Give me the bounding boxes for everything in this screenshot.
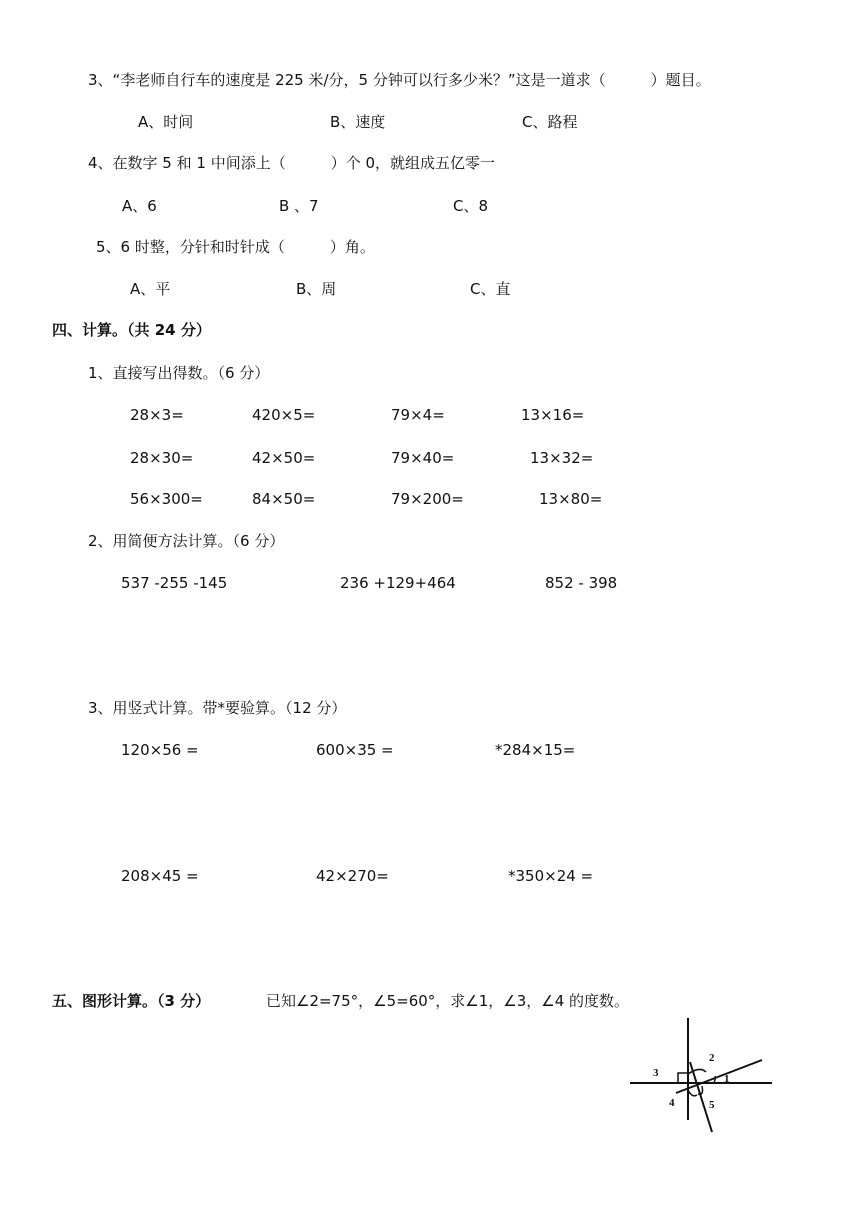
simplify-item: 236 +129+464 [340, 574, 456, 592]
arc-angle-4 [688, 1090, 697, 1096]
calc-item: 13×32= [530, 449, 594, 467]
question-4: 4、在数字 5 和 1 中间添上（ ）个 0，就组成五亿零一 [88, 154, 496, 172]
calc-item: 79×40= [391, 449, 455, 467]
angle-label-3: 3 [653, 1067, 659, 1079]
simplify-item: 537 -255 -145 [121, 574, 228, 592]
section-5-title: 五、图形计算。（3 分） [52, 992, 211, 1010]
q4-option-c: C、8 [453, 197, 489, 215]
vertical-calc-item: *350×24 = [508, 867, 594, 885]
q4-option-a: A、6 [122, 197, 157, 215]
q5-option-c: C、直 [470, 280, 511, 298]
oblique-line-down [690, 1062, 712, 1132]
angle-label-5: 5 [709, 1099, 715, 1111]
angle-label-4: 4 [669, 1097, 675, 1109]
vertical-calc-item: 208×45 = [121, 867, 199, 885]
arc-angle-2 [688, 1069, 706, 1074]
section-4-title: 四、计算。（共 24 分） [52, 321, 211, 339]
q3-option-c: C、路程 [522, 113, 578, 131]
right-angle-mark [678, 1073, 688, 1083]
calc-item: 79×200= [391, 490, 464, 508]
question-3: 3、“李老师自行车的速度是 225 米/分，5 分钟可以行多少米？”这是一道求（ ）题目。 [88, 71, 711, 89]
q3-option-a: A、时间 [138, 113, 194, 131]
vertical-calc-item: 120×56 = [121, 741, 199, 759]
part-2-title: 2、用简便方法计算。（6 分） [88, 532, 285, 550]
calc-item: 56×300= [130, 490, 203, 508]
angle-label-2: 2 [709, 1052, 715, 1064]
calc-item: 28×3= [130, 406, 184, 424]
vertical-calc-item: 42×270= [316, 867, 389, 885]
q5-option-b: B、周 [296, 280, 337, 298]
calc-item: 13×80= [539, 490, 603, 508]
question-5: 5、6 时整，分针和时针成（ ）角。 [96, 238, 375, 256]
calc-item: 420×5= [252, 406, 316, 424]
geometry-question: 已知∠2=75°，∠5=60°，求∠1，∠3，∠4 的度数。 [266, 992, 630, 1010]
calc-item: 84×50= [252, 490, 316, 508]
calc-item: 79×4= [391, 406, 445, 424]
simplify-item: 852 - 398 [545, 574, 618, 592]
q4-option-b: B 、7 [279, 197, 319, 215]
calc-item: 28×30= [130, 449, 194, 467]
part-3-title: 3、用竖式计算。带*要验算。（12 分） [88, 699, 347, 717]
q5-option-a: A、平 [130, 280, 171, 298]
calc-item: 13×16= [521, 406, 585, 424]
calc-item: 42×50= [252, 449, 316, 467]
vertical-calc-item: *284×15= [495, 741, 576, 759]
vertical-calc-item: 600×35 = [316, 741, 394, 759]
q3-option-b: B、速度 [330, 113, 386, 131]
angle-figure [620, 1010, 780, 1140]
angle-label-1: 1 [724, 1073, 730, 1085]
part-1-title: 1、直接写出得数。（6 分） [88, 364, 270, 382]
